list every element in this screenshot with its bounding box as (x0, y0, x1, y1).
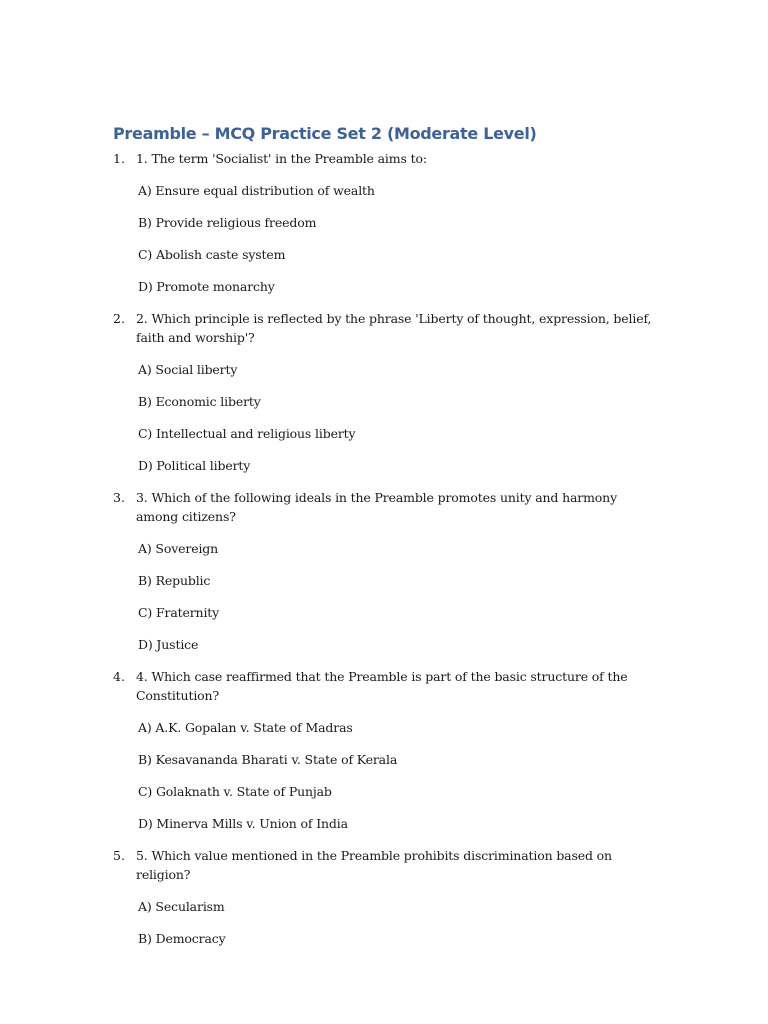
question-5 (113, 846, 658, 949)
document-title: Preamble – MCQ Practice Set 2 (Moderate Level) (113, 124, 537, 143)
option-list (138, 897, 658, 949)
question-text: 4. Which case reaffirmed that the Preamble is part of the basic structure of the Constitution? (136, 668, 628, 703)
question-list (113, 149, 658, 961)
question-3 (113, 488, 658, 655)
option-list (138, 718, 658, 834)
option-d: D) Political liberty (138, 457, 251, 473)
option-b: B) Provide religious freedom (138, 214, 317, 230)
question-text: 1. The term 'Socialist' in the Preamble aims to: (136, 151, 427, 166)
option-c: C) Abolish caste system (138, 246, 286, 262)
option-c: C) Golaknath v. State of Punjab (138, 783, 332, 799)
option-d: D) Minerva Mills v. Union of India (138, 815, 348, 831)
option-a: A) Social liberty (138, 361, 238, 377)
option-a: A) A.K. Gopalan v. State of Madras (138, 719, 353, 735)
option-b: B) Kesavananda Bharati v. State of Kerala (138, 751, 398, 767)
question-number: 5. (113, 847, 125, 863)
question-number: 1. (113, 151, 125, 166)
question-2 (113, 309, 658, 476)
question-text: 5. Which value mentioned in the Preamble prohibits discrimination based on religion? (136, 847, 612, 882)
question-number: 3. (113, 489, 125, 505)
option-c: C) Fraternity (138, 604, 220, 620)
question-text: 2. Which principle is reflected by the phrase 'Liberty of thought, expression, belief, faith and worship'? (136, 310, 652, 345)
option-b: B) Economic liberty (138, 393, 261, 409)
option-b: B) Republic (138, 572, 211, 588)
option-list (138, 181, 658, 297)
option-a: A) Ensure equal distribution of wealth (138, 182, 375, 198)
option-list (138, 539, 658, 655)
question-number: 4. (113, 668, 125, 684)
question-text: 3. Which of the following ideals in the Preamble promotes unity and harmony among citizens? (136, 489, 617, 524)
option-d: D) Justice (138, 636, 199, 652)
option-a: A) Sovereign (138, 540, 219, 556)
question-4 (113, 667, 658, 834)
option-c: C) Intellectual and religious liberty (138, 425, 356, 441)
option-d: D) Promote monarchy (138, 278, 275, 294)
option-a: A) Secularism (138, 898, 225, 914)
option-list (138, 360, 658, 476)
option-b: B) Democracy (138, 930, 226, 946)
question-number: 2. (113, 310, 125, 326)
question-1 (113, 149, 658, 296)
